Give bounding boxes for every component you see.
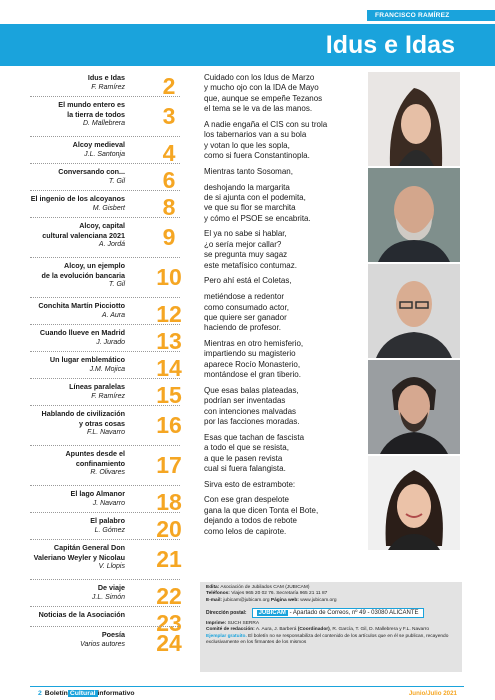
credits-telefonos: Teléfonos: Viajes 965 20 02 76. Secretaría 965 21 11 87 xyxy=(206,591,328,597)
poem-line: gana la que dicen Tonta el Bote, xyxy=(204,505,319,515)
toc-page-number: 3 xyxy=(162,103,176,129)
toc-separator xyxy=(30,190,180,191)
poem-line: y mucho ojo con la IDA de Mayo xyxy=(204,83,319,93)
footer-date: Junio/Julio 2021 xyxy=(408,690,457,697)
portrait-3 xyxy=(368,264,460,358)
toc-title: Hablando de civilización xyxy=(41,409,125,418)
poem-line: el tema se le va de las manos. xyxy=(204,104,313,114)
toc-author: R. Olivares xyxy=(90,469,125,476)
credits-imprime: Imprime: SUCH SERRA xyxy=(206,621,260,627)
poem-line: como si fuera Constantinopla. xyxy=(204,151,310,161)
poem-body xyxy=(204,73,370,542)
toc-separator xyxy=(30,378,180,379)
poem-line: haciendo de profesor. xyxy=(204,323,281,333)
toc-author: J. Navarro xyxy=(92,499,125,507)
toc-page-number: 18 xyxy=(156,489,182,515)
poem-line: A nadie engaña el CIS con su trola xyxy=(204,119,328,129)
toc-title: y otras cosas xyxy=(79,418,125,428)
toc-separator xyxy=(30,351,180,352)
toc-page-number: 15 xyxy=(156,382,182,408)
toc-page-number: 13 xyxy=(156,328,182,354)
poem-line: deshojando la margarita xyxy=(204,182,290,192)
poem-line: dejando a todos de rebote xyxy=(204,516,297,526)
toc-title: El mundo entero es xyxy=(58,100,125,109)
credits-disclaimer: Ejemplar gratuito. El boletín no se responsabiliza del contenido de los artículos que en él se publican, recayendo exclusivamente en los firmantes de los mismos xyxy=(206,633,449,646)
toc-title: Un lugar emblemático xyxy=(49,355,125,364)
poem-line: Con ese gran despelote xyxy=(204,495,289,505)
toc-title: Valeriano Weyler y Nicolau xyxy=(33,552,125,562)
author-tab: FRANCISCO RAMÍREZ xyxy=(367,10,495,21)
page-number: 2 xyxy=(38,690,42,697)
toc-title: Alcoy medieval xyxy=(72,140,125,149)
toc-author: A. Aura xyxy=(101,311,125,319)
poem-line: los tabernarios van a su bola xyxy=(204,130,307,140)
toc-separator xyxy=(30,163,180,164)
poem-stanza xyxy=(204,276,370,286)
poem-line: Mientras tanto Sosoman, xyxy=(204,166,293,176)
poem-line: y cómo el PSOE se encabrita. xyxy=(204,213,311,223)
toc-page-number: 8 xyxy=(162,194,176,220)
toc-separator xyxy=(30,626,180,627)
toc-title: El palabro xyxy=(90,516,125,525)
web-link[interactable]: www.jubicam.org xyxy=(300,597,337,603)
toc-page-number: 2 xyxy=(162,73,176,99)
toc-title: Capitán General Don xyxy=(53,543,125,552)
toc-author: F. Ramírez xyxy=(91,392,125,400)
toc-author: J. Jurado xyxy=(96,338,125,346)
poem-line: podrían ser inventadas xyxy=(204,396,286,406)
poem-stanza xyxy=(204,480,370,490)
toc-title: Conchita Martín Picciotto xyxy=(38,301,125,310)
toc-author: A. Jordá xyxy=(98,241,125,248)
poem-line: como lelos de capirote. xyxy=(204,526,287,536)
poem-line: con intenciones malvadas xyxy=(204,406,297,416)
poem-line: montándose el gran tiberio. xyxy=(204,370,301,380)
toc-separator xyxy=(30,539,180,540)
toc-author: J.L. Simón xyxy=(91,593,125,601)
page-title: Idus e Idas xyxy=(325,31,455,59)
toc-separator xyxy=(30,217,180,218)
poem-stanza xyxy=(204,167,370,177)
toc-title: Cuando llueve en Madrid xyxy=(39,328,125,337)
poem-line: este metafísico contumaz. xyxy=(204,260,297,270)
toc-separator xyxy=(30,297,180,298)
poem-stanza xyxy=(204,292,370,334)
credits-contact: E-mail: jubicam@jubicam.org Página web: www.jubicam.org xyxy=(206,597,337,603)
toc-separator xyxy=(30,445,180,446)
toc-author: J.L. Santonja xyxy=(84,150,125,158)
toc-separator xyxy=(30,257,180,258)
email-link[interactable]: jubicam@jubicam.org xyxy=(223,597,270,603)
toc-separator xyxy=(30,136,180,137)
toc-separator xyxy=(30,96,180,97)
poem-line: cual si fuera falangista. xyxy=(204,464,286,474)
toc-separator xyxy=(30,405,180,406)
poem-line: y votan lo que les sopla, xyxy=(204,140,290,150)
toc-separator xyxy=(30,485,180,486)
poem-stanza xyxy=(204,183,370,225)
poem-stanza xyxy=(204,386,370,428)
poem-line: a todo el que se resista, xyxy=(204,443,289,453)
poem-line: Sirva esto de estrambote: xyxy=(204,479,296,489)
toc-author: M. Gisbert xyxy=(92,204,125,212)
toc-title: Poesía xyxy=(101,630,125,639)
toc-page-number: 22 xyxy=(156,583,182,609)
portrait-4 xyxy=(368,360,460,454)
photo-column xyxy=(368,72,460,552)
toc-author: J.M. Mojica xyxy=(89,365,125,373)
poem-line: se pregunta muy sagaz xyxy=(204,250,288,260)
toc-page-number: 4 xyxy=(162,140,176,166)
toc-author: T. Gil xyxy=(108,177,125,185)
credits-edita: Edita: Asociación de Jubilados CAM (JUBICAM) xyxy=(206,585,310,590)
poem-line: Que esas balas plateadas, xyxy=(204,385,299,395)
postal-address: Dirección postal: JUBICAM - Apartado de Correos, nº 49 - 03080 ALICANTE xyxy=(206,608,456,618)
poem-line: ¿o sería mejor callar? xyxy=(204,239,282,249)
poem-stanza xyxy=(204,120,370,162)
toc-separator xyxy=(30,512,180,513)
poem-stanza xyxy=(204,495,370,537)
portrait-2 xyxy=(368,168,460,262)
toc-page-number: 16 xyxy=(156,412,182,438)
poem-line: El ya no sabe si hablar, xyxy=(204,229,287,239)
poem-stanza xyxy=(204,433,370,475)
toc-page-number: 10 xyxy=(156,264,182,290)
toc-author: V. Llopis xyxy=(98,563,125,570)
toc-title: Noticias de la Asociación xyxy=(38,610,125,619)
poem-line: como consumado actor, xyxy=(204,302,289,312)
toc-page-number: 14 xyxy=(156,355,182,381)
poem-line: Mientras en otro hemisferio, xyxy=(204,339,304,349)
title-banner xyxy=(0,24,495,66)
poem-line: Esas que tachan de fascista xyxy=(204,432,305,442)
toc-title: la tierra de todos xyxy=(67,109,125,119)
credits-comite: Comité de redacción: A. Aura, J. Barberá (Coordinador), R. García, T. Gil, D. Mallebrera y F.L. Navarro xyxy=(206,627,430,633)
toc-title: El ingenio de los alcoyanos xyxy=(30,194,125,203)
toc-title: Idus e Idas xyxy=(87,73,125,82)
poem-line: por las facciones moradas. xyxy=(204,417,300,427)
poem-line: que, aunque se empeñe Tezanos xyxy=(204,93,323,103)
toc-author: D. Mallebrera xyxy=(82,120,125,127)
credits-box xyxy=(200,582,462,672)
toc-page-number: 6 xyxy=(162,167,176,193)
portrait-1 xyxy=(368,72,460,166)
poem-line: impartiendo su magisterio xyxy=(204,349,296,359)
poem-line: de si ajunta con el podemita, xyxy=(204,192,306,202)
toc-title: Conversando con... xyxy=(58,167,125,176)
toc-page-number: 23 xyxy=(156,610,182,636)
poem-line: aparece Rocío Monasterio, xyxy=(204,359,301,369)
toc-title: Líneas paralelas xyxy=(69,382,125,391)
poem-stanza xyxy=(204,229,370,271)
poem-line: ve que su flor se marchita xyxy=(204,203,296,213)
toc-page-number: 17 xyxy=(156,452,182,478)
toc-title: Alcoy, capital xyxy=(79,221,125,230)
poem-line: Pero ahí está el Coletas, xyxy=(204,276,292,286)
portrait-5 xyxy=(368,456,460,550)
poem-stanza xyxy=(204,339,370,381)
toc-separator xyxy=(30,579,180,580)
toc-page-number: 12 xyxy=(156,301,182,327)
toc-title: de la evolución bancaria xyxy=(41,270,125,280)
poem-line: a que le pasen revista xyxy=(204,453,283,463)
toc-separator xyxy=(30,324,180,325)
toc-page-number: 24 xyxy=(156,630,182,656)
toc-page-number: 20 xyxy=(156,516,182,542)
toc-author: F.L. Navarro xyxy=(87,429,125,436)
toc-title: Apuntes desde el xyxy=(65,449,125,458)
toc-author: L. Gómez xyxy=(94,526,125,534)
toc-author: T. Gil xyxy=(108,281,125,288)
toc-title: El lago Almanor xyxy=(70,489,125,498)
poem-line: metiéndose a redentor xyxy=(204,292,285,302)
toc-author: Varios autores xyxy=(80,640,125,648)
toc-separator xyxy=(30,606,180,607)
footer-divider xyxy=(30,686,464,687)
toc-title: Alcoy, un ejemplo xyxy=(64,261,125,270)
poem-stanza xyxy=(204,73,370,115)
footer-publication: 2 Boletín Cultural informativo xyxy=(38,690,135,697)
toc-title: confinamiento xyxy=(75,458,125,468)
poem-line: Cuidado con los Idus de Marzo xyxy=(204,73,315,82)
toc-page-number: 9 xyxy=(162,224,176,250)
poem-line: que quiere ser ganador xyxy=(204,312,287,322)
toc-title: cultural valenciana 2021 xyxy=(42,230,125,240)
toc-page-number: 21 xyxy=(156,546,182,572)
toc-title: De viaje xyxy=(97,583,125,592)
toc-author: F. Ramírez xyxy=(91,83,125,91)
